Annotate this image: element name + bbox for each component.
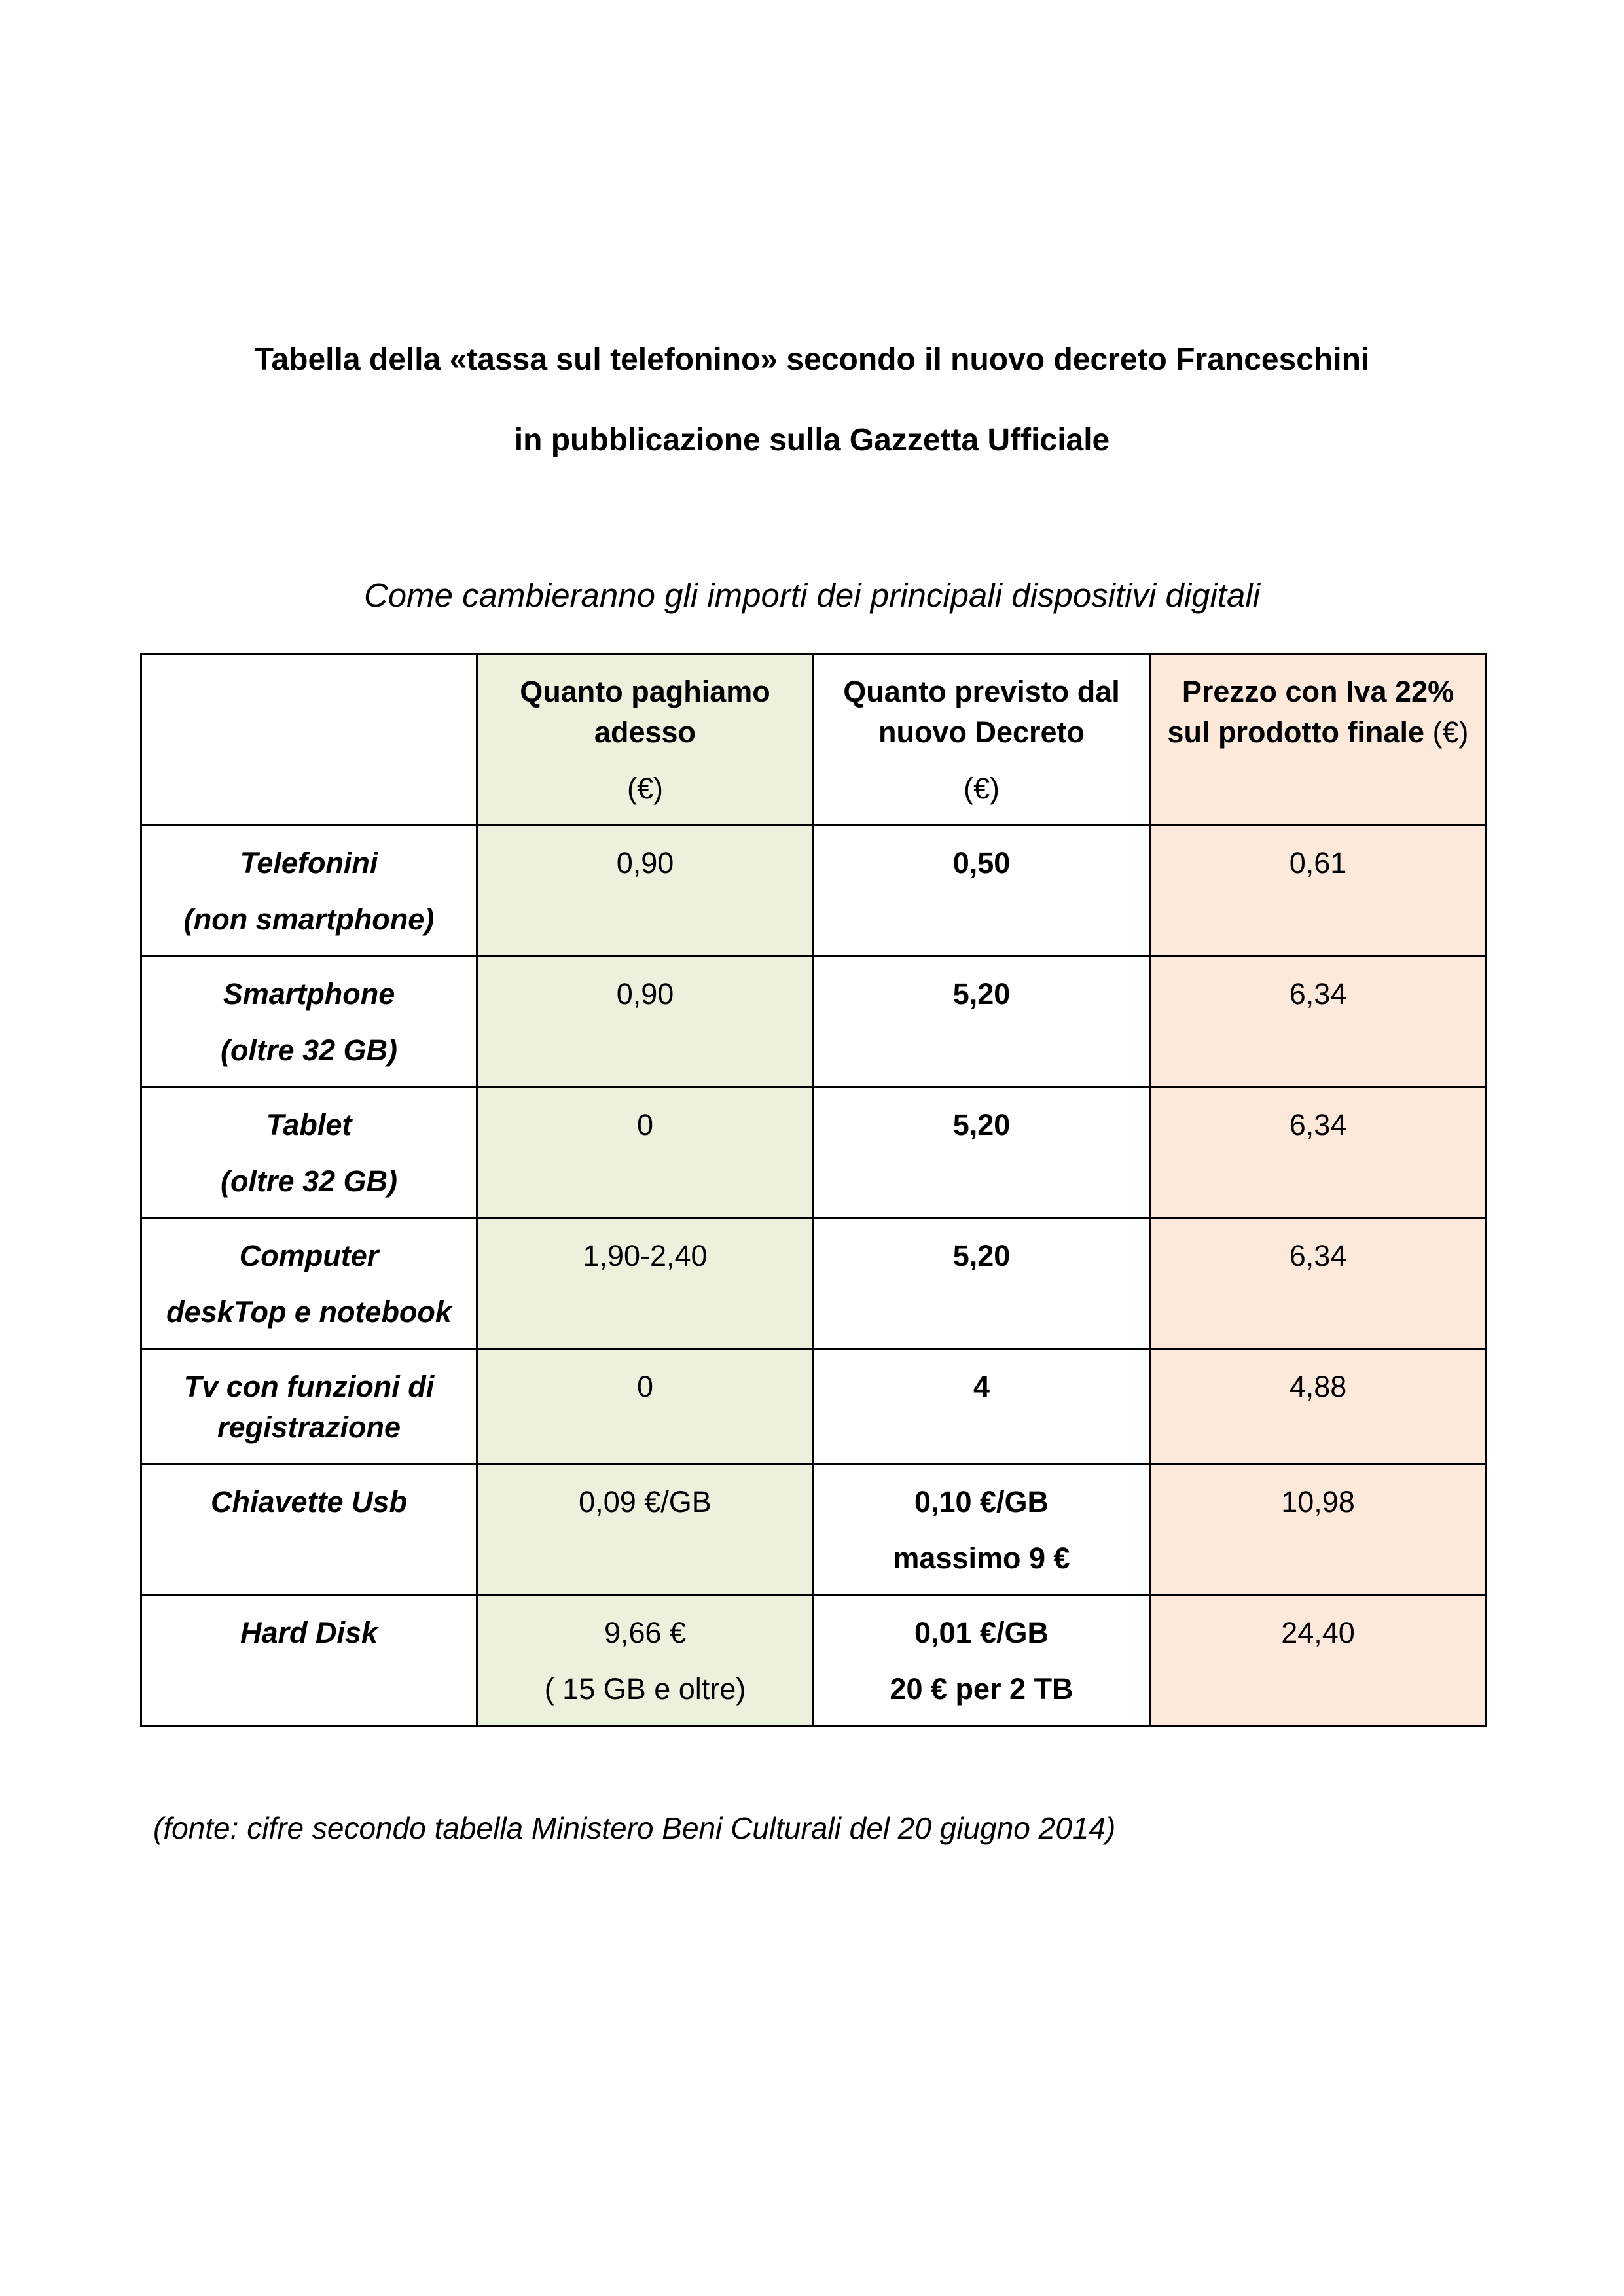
header-now-unit: (€) [627,772,663,805]
row-label: Telefonini (non smartphone) [141,825,477,956]
document-title-line-2: in pubblicazione sulla Gazzetta Ufficiale [514,423,1110,457]
cell-now: 0,90 [477,956,814,1087]
cell-decree: 5,20 [814,956,1150,1087]
cell-now: 9,66 € ( 15 GB e oltre) [477,1595,814,1726]
header-now-label: Quanto paghiamo adesso [520,675,770,749]
header-price-unit: (€) [1432,715,1469,749]
header-price-label: Prezzo con Iva 22% sul prodotto finale [1167,675,1454,749]
cell-price: 10,98 [1150,1464,1487,1595]
row-label: Smartphone (oltre 32 GB) [141,956,477,1087]
cell-price: 0,61 [1150,825,1487,956]
cell-price: 24,40 [1150,1595,1487,1726]
table-header-row [141,654,1487,825]
source-note: (fonte: cifre secondo tabella Ministero Beni Culturali del 20 giugno 2014) [153,1811,1116,1845]
cell-now: 1,90-2,40 [477,1218,814,1349]
document-title-line-1: Tabella della «tassa sul telefonino» secondo il nuovo decreto Franceschini [254,342,1370,377]
row-label: Chiavette Usb [141,1464,477,1595]
table-row [141,1595,1487,1726]
cell-price: 6,34 [1150,956,1487,1087]
table-subtitle: Come cambieranno gli importi dei principali dispositivi digitali [363,577,1261,614]
header-decree-unit: (€) [964,772,1000,805]
row-label: Computer deskTop e notebook [141,1218,477,1349]
cell-price: 6,34 [1150,1087,1487,1218]
cell-decree: 0,01 €/GB 20 € per 2 TB [814,1595,1150,1726]
row-label: Tv con funzioni di registrazione [141,1349,477,1464]
table-row [141,1087,1487,1218]
row-label: Hard Disk [141,1595,477,1726]
cell-decree: 0,50 [814,825,1150,956]
cell-decree: 4 [814,1349,1150,1464]
table-row [141,956,1487,1087]
header-price [1150,654,1487,825]
header-now [477,654,814,825]
cell-decree: 5,20 [814,1218,1150,1349]
cell-now: 0 [477,1349,814,1464]
cell-now: 0,90 [477,825,814,956]
table-row [141,1349,1487,1464]
cell-now: 0 [477,1087,814,1218]
table-row [141,825,1487,956]
cell-price: 4,88 [1150,1349,1487,1464]
cell-price: 6,34 [1150,1218,1487,1349]
header-decree-label: Quanto previsto dal nuovo Decreto [843,675,1120,749]
header-empty-cell [141,654,477,825]
cell-now: 0,09 €/GB [477,1464,814,1595]
header-decree [814,654,1150,825]
fee-comparison-table [140,653,1487,1727]
row-label: Tablet (oltre 32 GB) [141,1087,477,1218]
table-row [141,1464,1487,1595]
cell-decree: 5,20 [814,1087,1150,1218]
table-row [141,1218,1487,1349]
cell-decree: 0,10 €/GB massimo 9 € [814,1464,1150,1595]
